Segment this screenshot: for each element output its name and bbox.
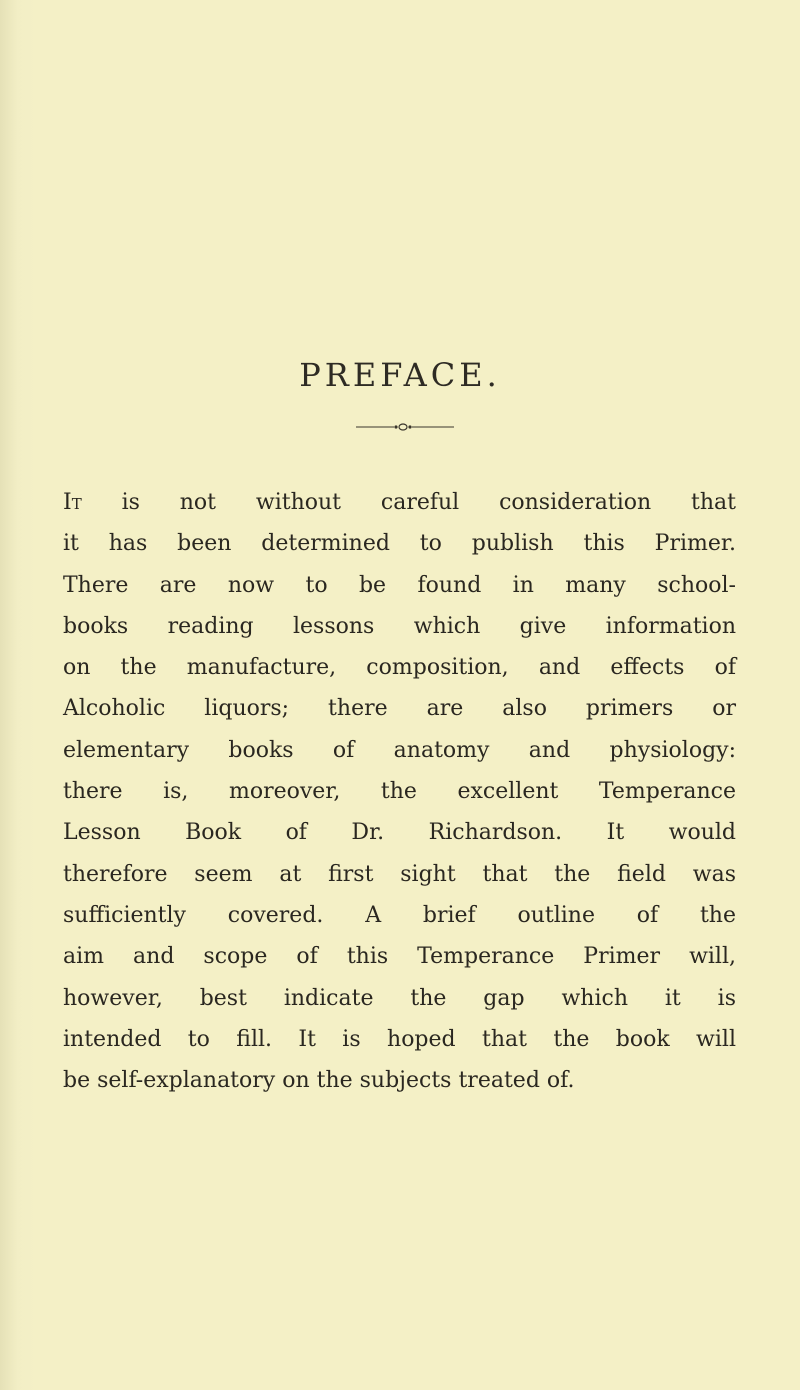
text-line-12: aim and scope of this Temperance Primer will, (63, 944, 736, 970)
preface-paragraph (63, 482, 736, 1101)
text-line-14: intended to fill. It is hoped that the book will (63, 1026, 736, 1052)
text-line-7: elementary books of anatomy and physiology: (63, 737, 736, 763)
text-line-5: on the manufacture, composition, and effects of (63, 655, 736, 681)
text-line-11: sufficiently covered. A brief outline of the (63, 902, 736, 928)
text-line-4: books reading lessons which give information (63, 613, 736, 639)
text-line-1: It is not without careful consideration that (63, 490, 736, 515)
text-line-9: Lesson Book of Dr. Richardson. It would (63, 820, 736, 846)
text-line-8: there is, moreover, the excellent Temperance (63, 779, 736, 805)
text-line-3: There are now to be found in many school- (63, 572, 736, 598)
text-line-6: Alcoholic liquors; there are also primers or (63, 696, 736, 722)
text-line-2: it has been determined to publish this Primer. (63, 531, 736, 557)
text-line-13: however, best indicate the gap which it is (63, 985, 736, 1011)
text-line-10: therefore seem at first sight that the field was (63, 861, 736, 887)
text-line-15: be self-explanatory on the subjects treated of. (63, 1068, 575, 1094)
title-ornament (356, 422, 454, 432)
lead-word: It (63, 490, 82, 515)
page-title: PREFACE. (299, 356, 501, 394)
